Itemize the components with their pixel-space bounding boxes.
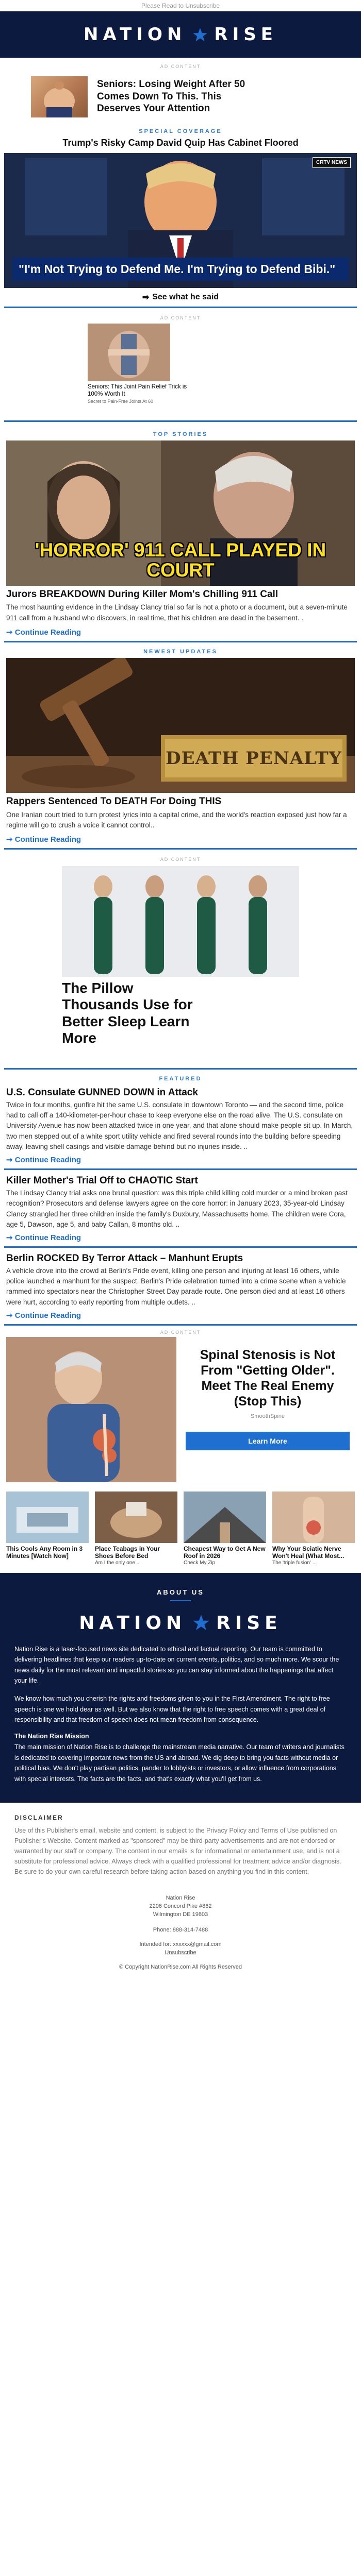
about-label: ABOUT US bbox=[157, 1588, 204, 1596]
section-label-newest: NEWEST UPDATES bbox=[143, 648, 218, 655]
mission-title: The Nation Rise Mission bbox=[14, 1732, 89, 1740]
ad-weight-loss[interactable] bbox=[0, 73, 361, 127]
featured-continue-link[interactable]: ➞ Continue Reading bbox=[6, 1311, 81, 1320]
disclaimer bbox=[0, 1803, 361, 1884]
ad-weight-loss-image[interactable] bbox=[31, 76, 88, 117]
ad-spinal-image[interactable] bbox=[6, 1337, 176, 1482]
top-story-continue-link[interactable]: ➞ Continue Reading bbox=[6, 628, 81, 637]
top-story-overlay: 'HORROR' 911 CALL PLAYED IN COURT bbox=[35, 539, 326, 581]
ad-spinal[interactable] bbox=[0, 1337, 361, 1485]
logo-right: RISE bbox=[214, 24, 277, 45]
disclaimer-label: DISCLAIMER bbox=[14, 1814, 63, 1822]
address-phone: Phone: 888-314-7488 bbox=[153, 1927, 208, 1934]
ad-grid-caption[interactable]: Place Teabags in Your Shoes Before Bed bbox=[95, 1545, 160, 1560]
about-paragraph: Nation Rise is a laser-focused news site dedicated to ethical and factual reporting. Our team is committed to delivering headlines that keep our readers up-to-date on current events, politics, and so much more. We scour the news daily for the most relevant and impactful stories so you can stay informed about the happenings that affect your life. bbox=[14, 1645, 339, 1685]
ad-joint-pain[interactable] bbox=[0, 324, 361, 420]
star-icon bbox=[192, 1614, 210, 1632]
newest-body: One Iranian court tried to turn protest lyrics into a capital crime, and the world's reaction exposed just how far a regime will go to crush a voice it cannot control.. bbox=[6, 810, 347, 829]
ad-grid-caption[interactable]: Cheapest Way to Get A New Roof in 2026 bbox=[184, 1545, 266, 1560]
ad-grid-item[interactable] bbox=[184, 1492, 266, 1566]
featured-item bbox=[6, 1253, 355, 1320]
featured-item bbox=[6, 1087, 355, 1164]
about-underline bbox=[170, 1600, 191, 1601]
featured-headline[interactable]: U.S. Consulate GUNNED DOWN in Attack bbox=[6, 1087, 198, 1098]
special-cta-label: See what he said bbox=[152, 292, 219, 301]
ad-grid-item[interactable] bbox=[272, 1492, 355, 1566]
ad-pillow-text[interactable]: The Pillow Thousands Use for Better Sleep Learn More bbox=[62, 980, 193, 1046]
ad-grid bbox=[0, 1485, 361, 1573]
ad-weight-loss-headline[interactable]: Seniors: Losing Weight After 50 Comes Down To This. This Deserves Your Attention bbox=[97, 78, 245, 114]
learn-more-button[interactable]: Learn More bbox=[186, 1432, 350, 1450]
logo-left: NATION bbox=[79, 1612, 187, 1634]
featured-headline[interactable]: Killer Mother's Trial Off to CHAOTIC Start bbox=[6, 1175, 198, 1187]
ad-grid-item[interactable] bbox=[6, 1492, 89, 1566]
about-paragraph: The main mission of Nation Rise is to challenge the mainstream media narrative. Our team of writers and journalists is dedicated to covering important news from the US and abroad. We dig deep to bring you facts without media or political bias. We don't play partisan politics, pander to lobbyists or investors, or allow influence from corporations with special interests. The facts are the facts, and that's exactly what you'll get from us. bbox=[14, 1743, 344, 1783]
logo bbox=[79, 1613, 282, 1634]
section-label-featured: FEATURED bbox=[159, 1076, 202, 1082]
ad-grid-item[interactable] bbox=[95, 1492, 177, 1566]
featured-list bbox=[0, 1087, 361, 1320]
tv-badge: CRTV NEWS bbox=[313, 157, 351, 168]
ad-joint-pain-line2: Secret to Pain-Free Joints At 60 bbox=[88, 399, 154, 404]
ad-grid-caption[interactable]: Why Your Sciatic Nerve Won't Heal (What Most... bbox=[272, 1545, 344, 1560]
featured-body: Twice in four months, gunfire hit the same U.S. consulate in downtown Toronto — and the second time, police had to call off a 140-kilometer-per-hour chase to keep everyone else on the road alive. The U.S. consulate on University Avenue has now been attacked twice in one year, and that alone should make people sit up. In March, two men stepped out of a white sport utility vehicle and fired several rounds into the building before speeding away, leaving shell casings and visible damage behind but no injuries inside. .. bbox=[6, 1100, 353, 1150]
featured-headline[interactable]: Berlin ROCKED By Terror Attack – Manhunt Erupts bbox=[6, 1253, 243, 1264]
newest-continue-link[interactable]: ➞ Continue Reading bbox=[6, 835, 81, 844]
newest-headline[interactable]: Rappers Sentenced To DEATH For Doing THIS bbox=[6, 795, 222, 807]
ad-spinal-headline[interactable]: Spinal Stenosis is Not From "Getting Older". Meet The Real Enemy (Stop This) bbox=[200, 1347, 336, 1409]
ad-label: AD CONTENT bbox=[160, 315, 201, 320]
ad-grid-image[interactable] bbox=[272, 1492, 355, 1543]
section-label-top-stories: TOP STORIES bbox=[153, 431, 208, 437]
ad-spinal-source: SmoothSpine bbox=[250, 1413, 285, 1419]
footer-logo[interactable] bbox=[14, 1613, 347, 1634]
ad-label: AD CONTENT bbox=[160, 64, 201, 69]
intended-for: Intended for: xxxxxx@gmail.com bbox=[139, 1941, 222, 1948]
newest-image[interactable] bbox=[6, 658, 355, 793]
death-penalty-plaque: DEATH PENALTY bbox=[166, 748, 342, 769]
ad-pillow-image[interactable] bbox=[62, 866, 299, 977]
ad-label: AD CONTENT bbox=[160, 1329, 201, 1335]
top-story-headline[interactable]: Jurors BREAKDOWN During Killer Mom's Chilling 911 Call bbox=[6, 588, 278, 600]
logo-right: RISE bbox=[216, 1612, 282, 1634]
special-overlay-quote: "I'm Not Trying to Defend Me. I'm Trying to Defend Bibi." bbox=[12, 258, 349, 281]
featured-body: The Lindsay Clancy trial asks one brutal question: was this triple child killing cold murder or a mind broken past recognition? Prosecutors and defense lawyers agree on the core horror: in January 2023, 35-year-old Lindsay Clancy strangled her three children inside the family's Duxbury, Massachusetts home. The children were Cora, age 5, Dawson, age 5, and baby Callan, 8 months old. .. bbox=[6, 1189, 348, 1228]
ad-spinal-copy bbox=[176, 1337, 355, 1485]
featured-continue-link[interactable]: ➞ Continue Reading bbox=[6, 1156, 81, 1165]
special-headline[interactable]: Trump's Risky Camp David Quip Has Cabinet Floored bbox=[62, 138, 299, 148]
featured-item bbox=[6, 1175, 355, 1242]
ad-grid-image[interactable] bbox=[6, 1492, 89, 1543]
logo[interactable] bbox=[84, 24, 277, 45]
divider bbox=[4, 1168, 357, 1170]
ad-pillow[interactable] bbox=[0, 866, 361, 1046]
about-paragraph: We know how much you cherish the rights and freedoms given to you in the First Amendment. The right to free speech is one we hold dear as well. But we also know that the right to free speech comes with a great deal of responsibility and that freedom of speech does not mean freedom from consequence. bbox=[14, 1695, 330, 1724]
special-image[interactable] bbox=[4, 153, 357, 288]
ad-grid-image[interactable] bbox=[184, 1492, 266, 1543]
logo-left: NATION bbox=[84, 24, 187, 45]
ad-label: AD CONTENT bbox=[160, 857, 201, 862]
featured-continue-link[interactable]: ➞ Continue Reading bbox=[6, 1233, 81, 1243]
copyright: © Copyright NationRise.com All Rights Reserved bbox=[119, 1964, 242, 1971]
ad-grid-sub: Am I the only one ... bbox=[95, 1560, 141, 1566]
ad-grid-image[interactable] bbox=[95, 1492, 177, 1543]
address-city: Wilmington DE 19803 bbox=[153, 1911, 208, 1918]
disclaimer-text: Use of this Publisher's email, website and content, is subject to the Privacy Policy and Terms of Use published on Publisher's Website. Content marked as "sponsored" may be third-party advertisements and are not endorsed or warranted by our staff or company. The content in our emails is for informational or entertainment use, and is not a substitute for professional advice. Always check with a qualified professional for treatment advice and/or diagnosis. Be sure to do your own careful research before taking action based on anything you find in this content. bbox=[14, 1827, 341, 1876]
star-icon bbox=[192, 27, 208, 42]
featured-body: A vehicle drove into the crowd at Berlin's Pride event, killing one person and injuring at least 16 others, while police launched a manhunt for the suspect. Berlin's Pride celebration turned into a crime scene when a vehicle rammed into spectators near the Christopher Street Day parade route. One person died and at least 16 others were hurt, according to early reporting from multiple outlets. .. bbox=[6, 1266, 346, 1306]
ad-joint-pain-image[interactable] bbox=[88, 324, 170, 381]
divider bbox=[4, 1246, 357, 1248]
address-street: 2206 Concord Pike #862 bbox=[149, 1903, 212, 1910]
about-section bbox=[0, 1573, 361, 1803]
ad-grid-caption[interactable]: This Cools Any Room in 3 Minutes [Watch Now] bbox=[6, 1545, 83, 1560]
ad-joint-pain-line1[interactable]: Seniors: This Joint Pain Relief Trick is 100% Worth It bbox=[88, 383, 187, 397]
ad-grid-sub: The 'triple fusion' ... bbox=[272, 1560, 317, 1566]
ad-grid-sub: Check My Zip bbox=[184, 1560, 216, 1566]
section-label-special: SPECIAL COVERAGE bbox=[139, 128, 222, 134]
preheader-text[interactable]: Please Read to Unsubscribe bbox=[141, 2, 220, 9]
address-name: Nation Rise bbox=[166, 1895, 195, 1902]
top-story-image[interactable] bbox=[6, 440, 355, 586]
unsubscribe-link[interactable]: Unsubscribe bbox=[165, 1950, 196, 1956]
top-story-body: The most haunting evidence in the Lindsay Clancy trial so far is not a photo or a document, but a seven-minute 911 call from a husband who discovers, in real time, that his children are dead in the basement. . bbox=[6, 603, 348, 622]
arrow-right-icon: ➡ bbox=[142, 293, 150, 302]
masthead bbox=[0, 11, 361, 58]
special-cta[interactable] bbox=[0, 288, 361, 307]
address-block bbox=[0, 1884, 361, 1977]
